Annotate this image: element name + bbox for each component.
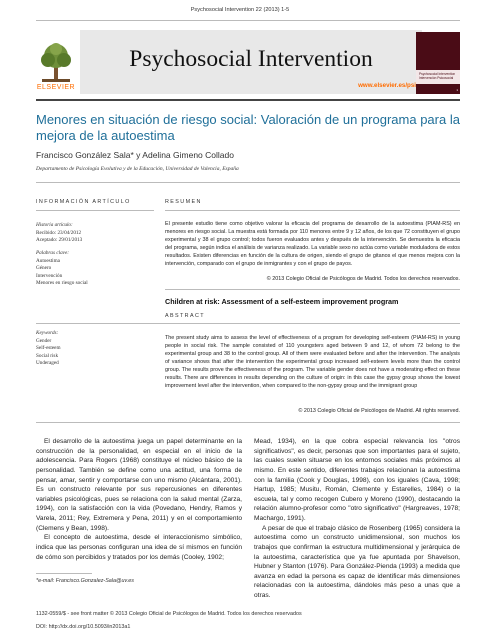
- publisher-name: ELSEVIER: [36, 84, 76, 91]
- resumen-bottom-rule: [165, 289, 460, 290]
- resumen-copyright: © 2013 Colegio Oficial de Psicólogos de Madrid. Todos los derechos reservados.: [266, 276, 460, 282]
- cover-title: Psychosocial Intervention Intervención Psicosocial: [419, 72, 456, 81]
- abstract-text: The present study aims to assess the level of effectiveness of a program for developing self-esteem (PIAM-RS) in young people in social risk. The sample consisted of 110 youngsters aged between 9 and 12, of whom 72 belong to the experimental group and 38 to the control group. All of them were evaluated before and after the intervention. The analysis of variance shows that after the intervention the experimental group increased self-esteem levels more than the control group. The results prove the effectiveness of the program. The variable gender does not have a moderating effect on these results. There are differences in results depending on the culture of origin: in this case the gypsy group shows the lowest improvement level after the intervention, when compared to the non-gypsy group and the immigrant group: [165, 335, 460, 389]
- keyword-en: Underaged: [36, 360, 59, 367]
- authors: Francisco González Sala* y Adelina Gimeno Collado: [36, 150, 234, 160]
- english-title: Children at risk: Assessment of a self-esteem improvement program: [165, 297, 399, 306]
- info-rule: [36, 210, 154, 211]
- resumen-rule: [165, 210, 460, 211]
- body-paragraph: El concepto de autoestima, desde el interaccionismo simbólico, indica que las personas configuran una idea de sí mismos en función de cómo son percibidos y tratados por los demás (Cooley, 1902;: [36, 534, 242, 561]
- header-rule: [36, 20, 460, 21]
- keyword-en: Gender: [36, 337, 52, 344]
- article-title: Menores en situación de riesgo social: Valoración de un programa para la mejora de la autoestima: [36, 112, 460, 143]
- body-column-left: [36, 437, 242, 562]
- resumen-heading: RESUMEN: [165, 199, 202, 205]
- footnote: *e-mail: Francisco.Gonzalez-Sala@uv.es: [36, 578, 134, 584]
- issn-line: 1132-0559/$ - see front matter © 2013 Colegio Oficial de Psicólogos de Madrid. Todos los derechos reservados: [36, 611, 302, 617]
- keyword-es: Autoestima: [36, 257, 60, 264]
- affiliation: Departamento de Psicología Evolutiva y de la Educación, Universidad de Valencia, España: [36, 166, 239, 172]
- running-header: Psychosocial Intervention 22 (2013) 1-5: [190, 7, 290, 13]
- journal-url[interactable]: www.elsevier.es/psi: [358, 82, 416, 89]
- keywords-en-label: Keywords:: [36, 330, 59, 336]
- keyword-es: Menores en riesgo social: [36, 280, 88, 287]
- keywords-en: [36, 330, 156, 368]
- resumen-text: El presente estudio tiene como objetivo valorar la eficacia del programa de desarrollo de la autoestima (PIAM-RS) en menores en riesgo social. La muestra está formada por 110 menores entre 9 y 12 años, de los que 72 constituyen el grupo experimental y 38 el grupo control; todos fueron evaluados antes y después de la intervención. Se demuestra la eficacia del programa, según indica el análisis de varianza realizado. La variable sexo no actúa como variable moduladora de estos resultados. Existen diferencias en función de la cultura de origen, siendo el grupo de gitanos el que menos mejora con la intervención, comparado con el grupo de inmigrantes y con el grupo de payos.: [165, 221, 460, 267]
- body-paragraph: A pesar de que el trabajo clásico de Rosenberg (1965) considera la autoestima como un constructo unidimensional, son muchos los trabajos que confirman la estructura multidimensional y jerárquica de la autoestima, característica que ya fue apuntada por Shavelson, Hubner y Stanton (1976). Para González-Pienda (1993) a medida que avanza en edad la persona es capaz de identificar más dimensiones relacionadas con la autoestima, dándoles más peso a unas que a otras.: [254, 524, 460, 599]
- body-paragraph: Mead, 1934), en la que cobra especial relevancia los "otros significativos", es decir, personas que son importantes para el sujeto, las cuales suelen situarse en los entornos sociales más próximos al mismo. En este sentido, diferentes trabajos relacionan la autoestima con la familia (Cook y Douglas, 1998), con los iguales (Cava, 1998; Hartup, 1985; Musitu, Román, Clemente y Estarelles, 1984) o la escuela, tal y como recogen Cubero y Moreno (1990), destacando la relación alumno-profesor como "otro significativo" (Hargreaves, 1978; Machargo, 1991).: [254, 438, 460, 522]
- keywords-es: [36, 250, 156, 288]
- journal-cover: [416, 32, 460, 94]
- article-history: [36, 222, 156, 245]
- footnote-rule: [36, 573, 92, 574]
- abstract-rule: [36, 323, 460, 324]
- journal-title: Psychosocial Intervention: [129, 46, 373, 72]
- keyword-es: Intervención: [36, 272, 63, 279]
- keyword-en: Self-esteem: [36, 345, 61, 352]
- body-paragraph: El desarrollo de la autoestima juega un papel determinante en la construcción de la personalidad, en especial en el inicio de la adolescencia. Para Rogers (1968) constituye el núcleo básico de la personalidad. También se define como una actitud, una forma de pensar, amar, sentir y comportarse con uno mismo (Alcántara, 2001). Es un constructo relevante por sus repercusiones en diferentes variables psicológicas, pues se relaciona con la salud mental (Zarza, 1994), con la satisfacción con la vida (Povedano, Hendry, Ramos y Varela, 2011; Rey, Extremera y Pena, 2011) y en el comportamiento (Clemens y Bean, 1998).: [36, 438, 242, 532]
- abstract-copyright: © 2013 Colegio Oficial de Psicólogos de Madrid. All rights reserved.: [298, 408, 460, 414]
- title-rule: [36, 182, 460, 183]
- elsevier-tree-logo: [36, 40, 76, 84]
- abstract-heading: ABSTRACT: [165, 313, 205, 319]
- abstract-bottom-rule: [36, 422, 460, 423]
- doi-line[interactable]: DOI: http://dx.doi.org/10.5093/in2013a1: [36, 624, 131, 630]
- keyword-es: Género: [36, 265, 52, 272]
- body-column-right: [254, 437, 460, 601]
- keyword-en: Social risk: [36, 352, 59, 359]
- keywords-es-label: Palabras clave:: [36, 250, 69, 256]
- received-date: Recibido: 23/04/2012: [36, 229, 82, 236]
- cover-number: 1: [456, 88, 458, 92]
- accepted-date: Aceptado: 29/01/2013: [36, 237, 83, 244]
- masthead-rule: [36, 99, 460, 101]
- article-info-heading: INFORMACIÓN ARTÍCULO: [36, 199, 131, 205]
- history-label: Historia artículo:: [36, 222, 73, 228]
